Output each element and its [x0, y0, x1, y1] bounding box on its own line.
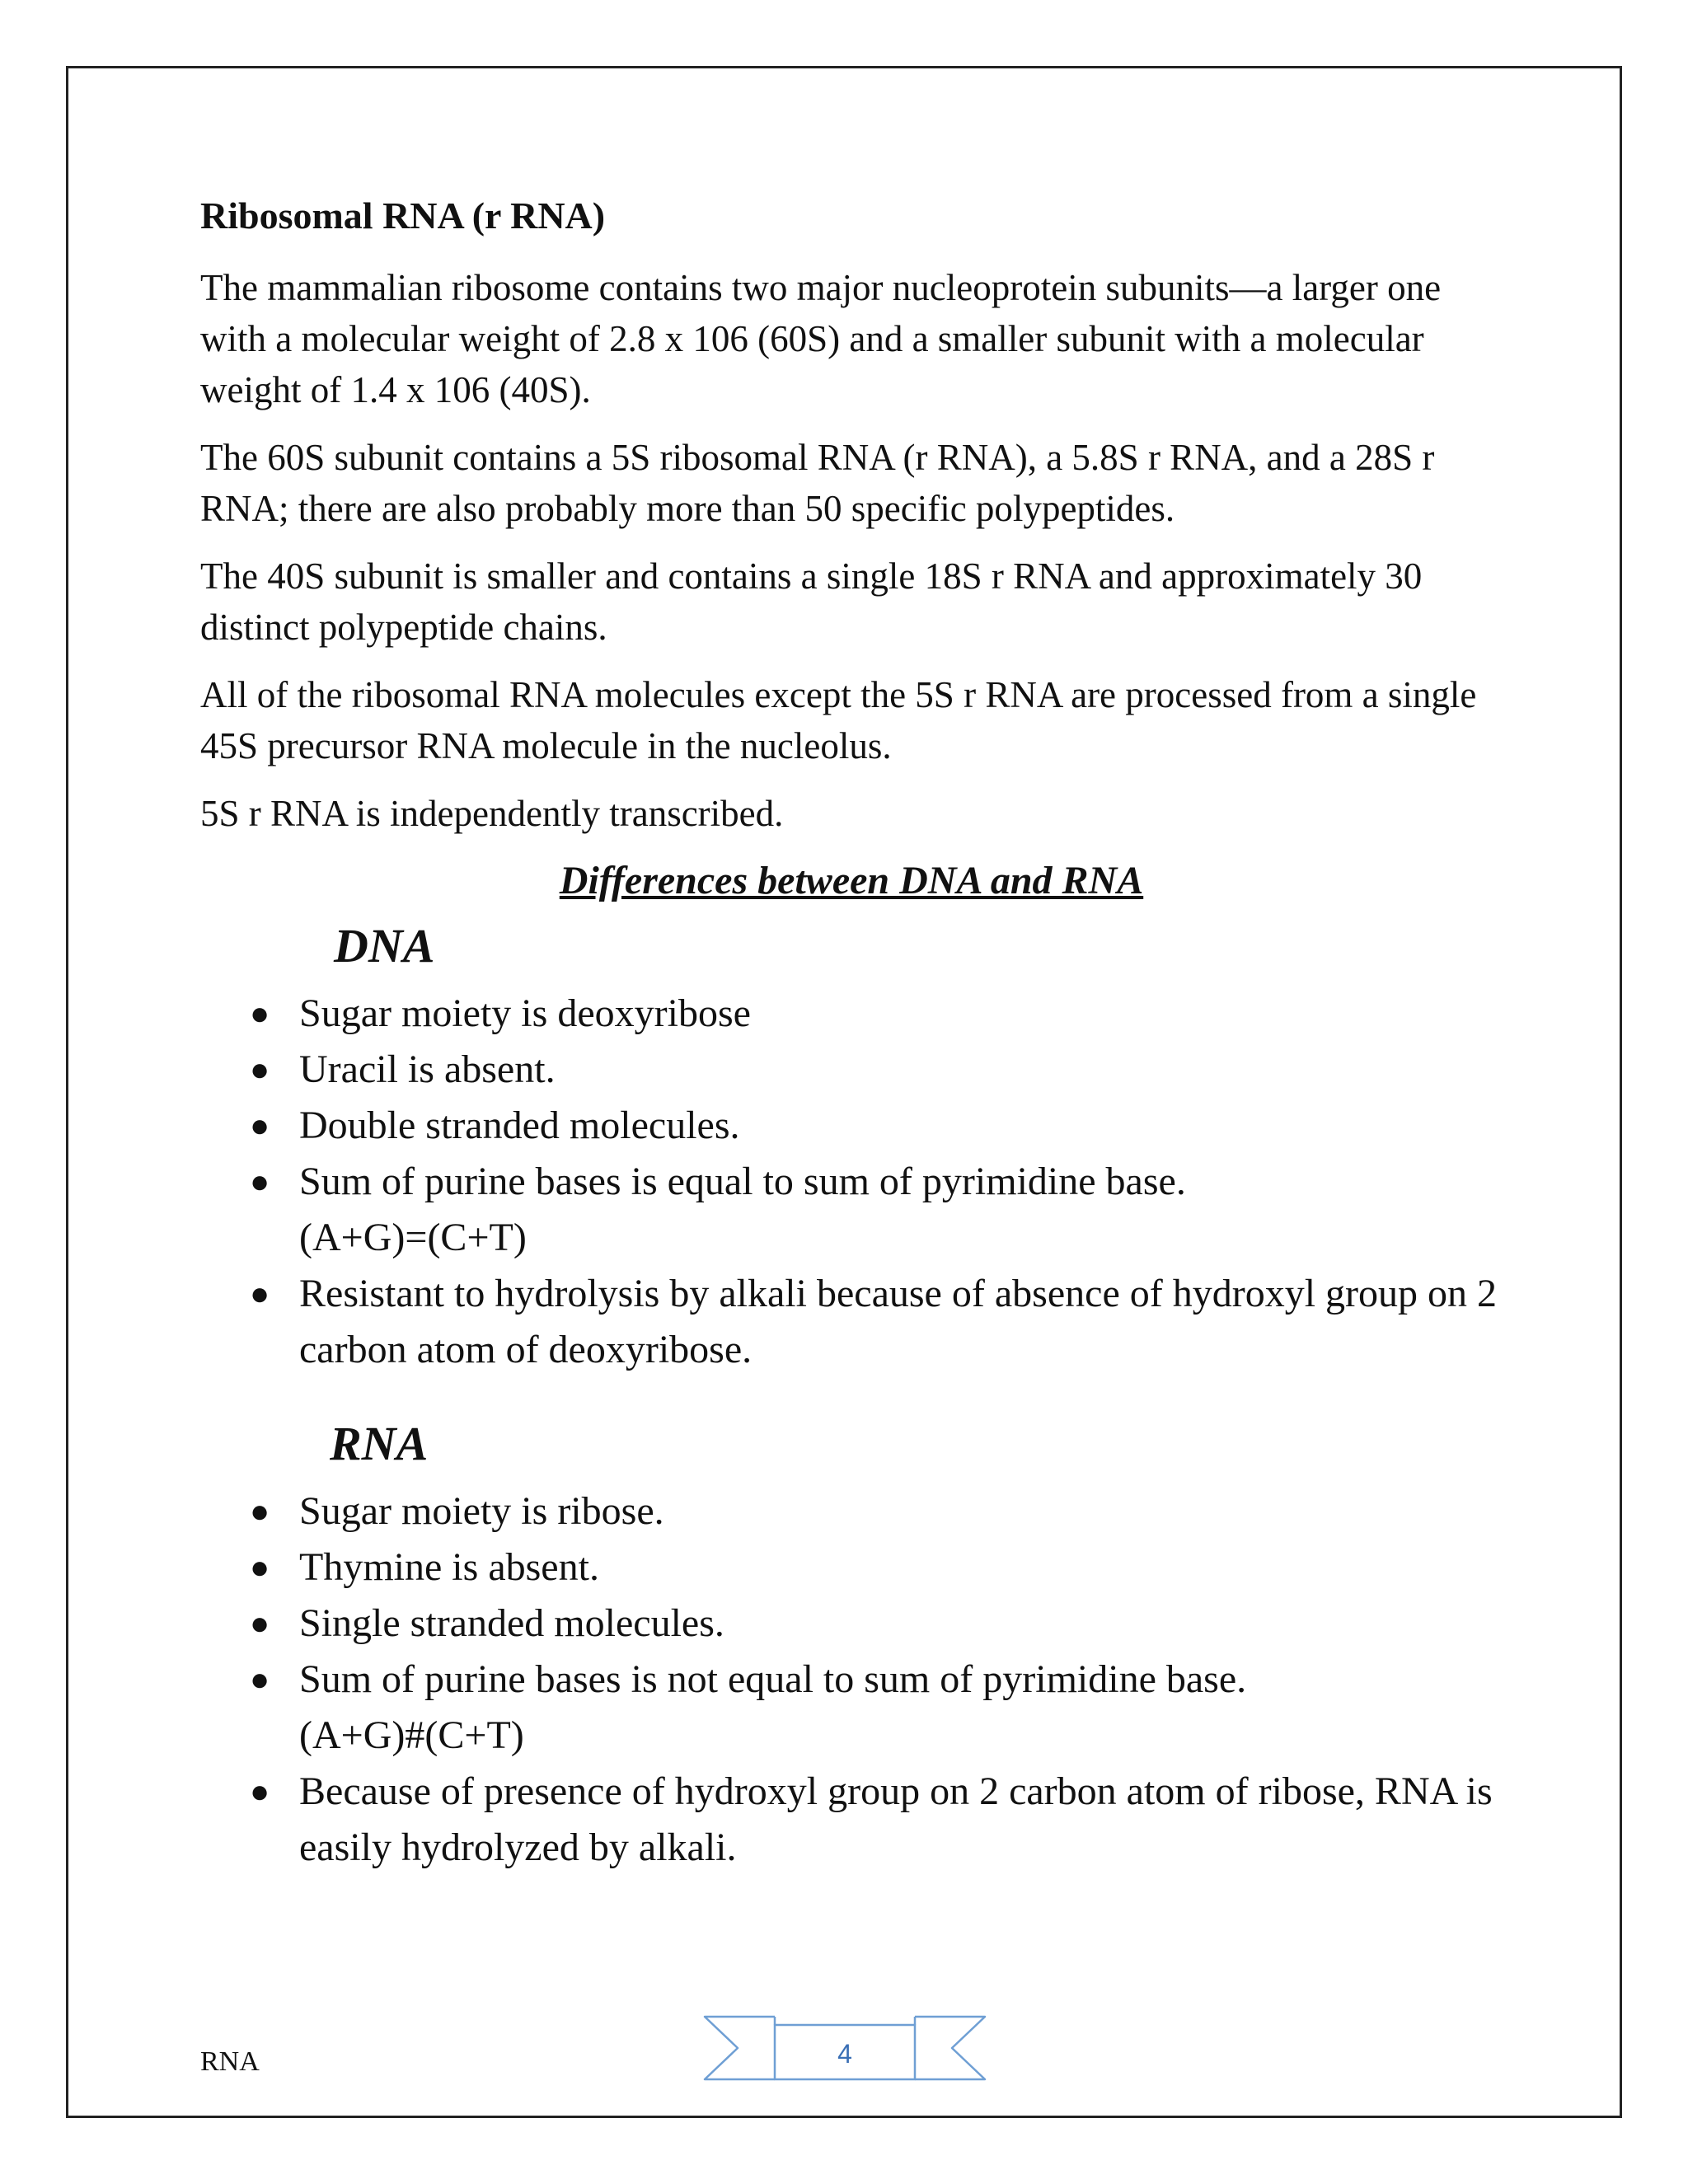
page-number: 4	[837, 2039, 852, 2069]
paragraph: The 60S subunit contains a 5S ribosomal RNA (r RNA), a 5.8S r RNA, and a 28S r RNA; there are also probably more than 50 specific polypeptides.	[200, 437, 1435, 529]
bullet-icon: ●	[250, 1275, 270, 1312]
dna-heading: DNA	[334, 919, 435, 972]
bullet-icon: ●	[250, 1051, 270, 1088]
paragraph: 5S r RNA is independently transcribed.	[200, 793, 784, 834]
list-item: ● Sum of purine bases is not equal to sum of pyrimidine base. (A+G)#(C+T)	[299, 1652, 1503, 1764]
list-item: ● Because of presence of hydroxyl group on 2 carbon atom of ribose, RNA is easily hydrolyzed by alkali.	[299, 1764, 1503, 1876]
section-title: Ribosomal RNA (r RNA)	[200, 194, 606, 237]
rna-formula: (A+G)#(C+T)	[299, 1713, 524, 1757]
paragraph: All of the ribosomal RNA molecules except the 5S r RNA are processed from a single 45S precursor RNA molecule in the nucleolus.	[200, 674, 1477, 766]
paragraph: The mammalian ribosome contains two major nucleoprotein subunits—a larger one with a molecular weight of 2.8 x 106 (60S) and a smaller subunit with a molecular weight of 1.4 x 106 (40S).	[200, 267, 1442, 410]
list-item: ● Uracil is absent.	[299, 1042, 1503, 1098]
rna-heading: RNA	[330, 1417, 429, 1470]
list-item: ● Thymine is absent.	[299, 1540, 1503, 1596]
rna-list	[200, 1483, 1503, 1876]
paragraph: The 40S subunit is smaller and contains a single 18S r RNA and approximately 30 distinct polypeptide chains.	[200, 555, 1423, 648]
bullet-icon: ●	[250, 1493, 270, 1530]
list-item: ● Sugar moiety is ribose.	[299, 1483, 1503, 1540]
list-item: ● Double stranded molecules.	[299, 1098, 1503, 1154]
bullet-icon: ●	[250, 995, 270, 1032]
bullet-icon: ●	[250, 1773, 270, 1810]
dna-list	[200, 986, 1503, 1378]
bullet-icon: ●	[250, 1163, 270, 1200]
bullet-icon: ●	[250, 1661, 270, 1698]
bullet-icon: ●	[250, 1549, 270, 1586]
list-item: ● Single stranded molecules.	[299, 1596, 1503, 1652]
list-item: ● Resistant to hydrolysis by alkali because of absence of hydroxyl group on 2 carbon atom of deoxyribose.	[299, 1266, 1503, 1378]
bullet-icon: ●	[250, 1605, 270, 1642]
list-item: ● Sum of purine bases is equal to sum of pyrimidine base. (A+G)=(C+T)	[299, 1154, 1503, 1266]
differences-heading: Differences between DNA and RNA	[559, 859, 1144, 902]
footer-label: RNA	[200, 2046, 260, 2077]
bullet-icon: ●	[250, 1107, 270, 1144]
page-content	[200, 191, 1503, 1876]
dna-formula: (A+G)=(C+T)	[299, 1216, 527, 1259]
list-item: ● Sugar moiety is deoxyribose	[299, 986, 1503, 1042]
